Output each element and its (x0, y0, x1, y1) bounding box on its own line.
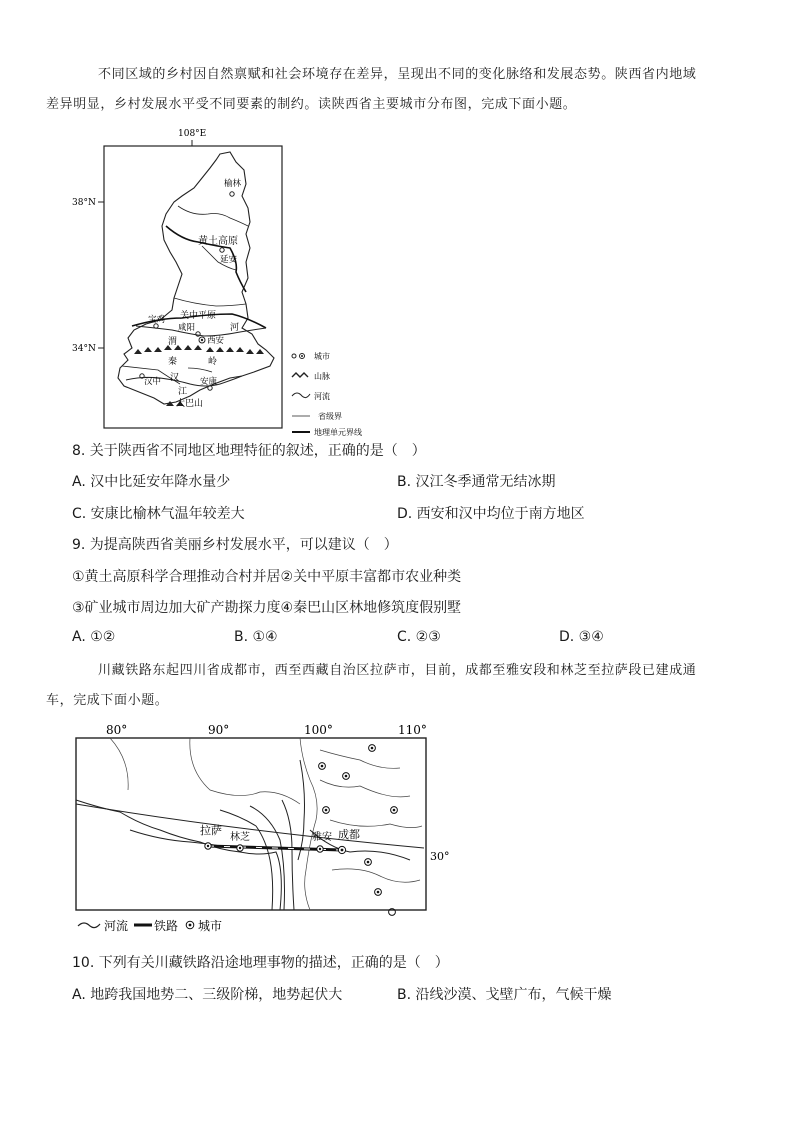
q8-option-b[interactable]: B. 汉江冬季通常无结冰期 (397, 474, 556, 490)
label-hanzhong: 汉中 (144, 377, 162, 387)
label-yulin: 榆林 (224, 179, 242, 189)
map1-legend (292, 351, 362, 437)
label-he: 河 (230, 323, 240, 333)
admin-line-3 (174, 298, 246, 306)
sichuan-tibet-railway-map (70, 720, 460, 942)
q8-option-d[interactable]: D. 西安和汉中均位于南方地区 (397, 506, 585, 522)
legend-rail: 铁路 (154, 919, 179, 933)
q9-option-d[interactable]: D. ③④ (559, 629, 604, 645)
label-ankang: 安康 (200, 377, 218, 387)
label-guanzhong: 关中平原 (180, 311, 217, 321)
q10-option-b[interactable]: B. 沿线沙漠、戈壁广布，气候干燥 (397, 987, 612, 1003)
lon-label-110: 110° (398, 723, 427, 737)
q9-option-c[interactable]: C. ②③ (397, 629, 441, 645)
label-xianyang: 咸阳 (178, 323, 196, 333)
legend-river: 河流 (314, 392, 330, 401)
label-baoji: 宝鸡 (148, 315, 166, 325)
longitude-label: 108°E (178, 129, 207, 139)
q9-option-b[interactable]: B. ①④ (234, 629, 278, 645)
label-nyingchi: 林芝 (230, 832, 250, 843)
label-chengdu: 成都 (338, 828, 360, 841)
q9-statements-1: ①黄土高原科学合理推动合村并居②关中平原丰富都市农业种类 (72, 569, 462, 585)
label-daba: 大巴山 (176, 399, 204, 409)
q8-option-a[interactable]: A. 汉中比延安年降水量少 (72, 474, 231, 490)
river-3 (282, 800, 294, 910)
intro-1-line-2: 差异明显，乡村发展水平受不同要素的制约。读陕西省主要城市分布图，完成下面小题。 (46, 97, 577, 112)
river-2 (250, 806, 285, 910)
intro-2-line-1: 川藏铁路东起四川省成都市，西至西藏自治区拉萨市，目前，成都至雅安段和林芝至拉萨段已建成通 (98, 663, 697, 678)
label-jiang: 江 (178, 387, 188, 397)
admin-line-5 (188, 368, 212, 372)
lon-label-90: 90° (208, 723, 230, 737)
q9-option-a[interactable]: A. ①② (72, 629, 116, 645)
map2-frame (76, 738, 426, 910)
label-lhasa: 拉萨 (200, 824, 222, 837)
q8-option-c[interactable]: C. 安康比榆林气温年较差大 (72, 506, 245, 522)
lat-label-30: 30° (430, 850, 450, 863)
q9-statements-2: ③矿业城市周边加大矿产勘探力度④秦巴山区林地修筑度假别墅 (72, 600, 462, 616)
label-loess-2: 高原 (218, 236, 238, 247)
question-9-stem: 9. 为提高陕西省美丽乡村发展水平，可以建议（ ） (72, 537, 398, 553)
intro-2-line-2: 车，完成下面小题。 (46, 693, 169, 708)
city-marker-yulin (230, 192, 234, 196)
legend-province-border: 省级界 (318, 412, 342, 421)
label-yaan: 雅安 (312, 832, 332, 843)
intro-1-line-1: 不同区域的乡村因自然禀赋和社会环境存在差异，呈现出不同的变化脉络和发展态势。陕西省内地域 (98, 67, 697, 82)
lon-label-100: 100° (304, 723, 333, 737)
q10-option-a[interactable]: A. 地跨我国地势二、三级阶梯，地势起伏大 (72, 987, 343, 1003)
map2-legend (78, 918, 222, 933)
city-marker-yanan (220, 248, 224, 252)
legend-city: 城市 (314, 352, 330, 361)
legend-mountain: 山脉 (314, 372, 330, 381)
shaanxi-map (70, 122, 390, 437)
wei-river (136, 326, 266, 336)
latitude-label-34: 34°N (72, 344, 96, 354)
legend-river-2: 河流 (104, 919, 129, 933)
label-loess-1: 黄土 (198, 236, 218, 247)
question-8-stem: 8. 关于陕西省不同地区地理特征的叙述，正确的是（ ） (72, 443, 426, 459)
label-yanan: 延安 (220, 255, 238, 265)
latitude-label-38: 38°N (72, 198, 96, 208)
question-10-stem: 10. 下列有关川藏铁路沿途地理事物的描述，正确的是（ ） (72, 955, 449, 971)
label-xian: 西安 (207, 336, 225, 346)
legend-geo-unit-boundary: 地理单元界线 (314, 428, 362, 437)
admin-line-1 (178, 206, 248, 226)
label-wei: 渭 (168, 337, 178, 347)
intro-paragraph-2 (46, 656, 722, 716)
province-borders (110, 738, 422, 910)
river-4 (298, 760, 305, 860)
legend-city-2: 城市 (198, 919, 223, 933)
province-border (118, 152, 274, 404)
label-han: 汉 (170, 373, 180, 383)
label-qin: 秦 (168, 357, 178, 367)
country-border (76, 800, 281, 910)
lon-label-80: 80° (106, 723, 128, 737)
label-ling: 岭 (208, 357, 218, 367)
river-1 (220, 810, 273, 910)
qinling-mountains (134, 345, 264, 354)
intro-paragraph-1 (46, 60, 722, 120)
